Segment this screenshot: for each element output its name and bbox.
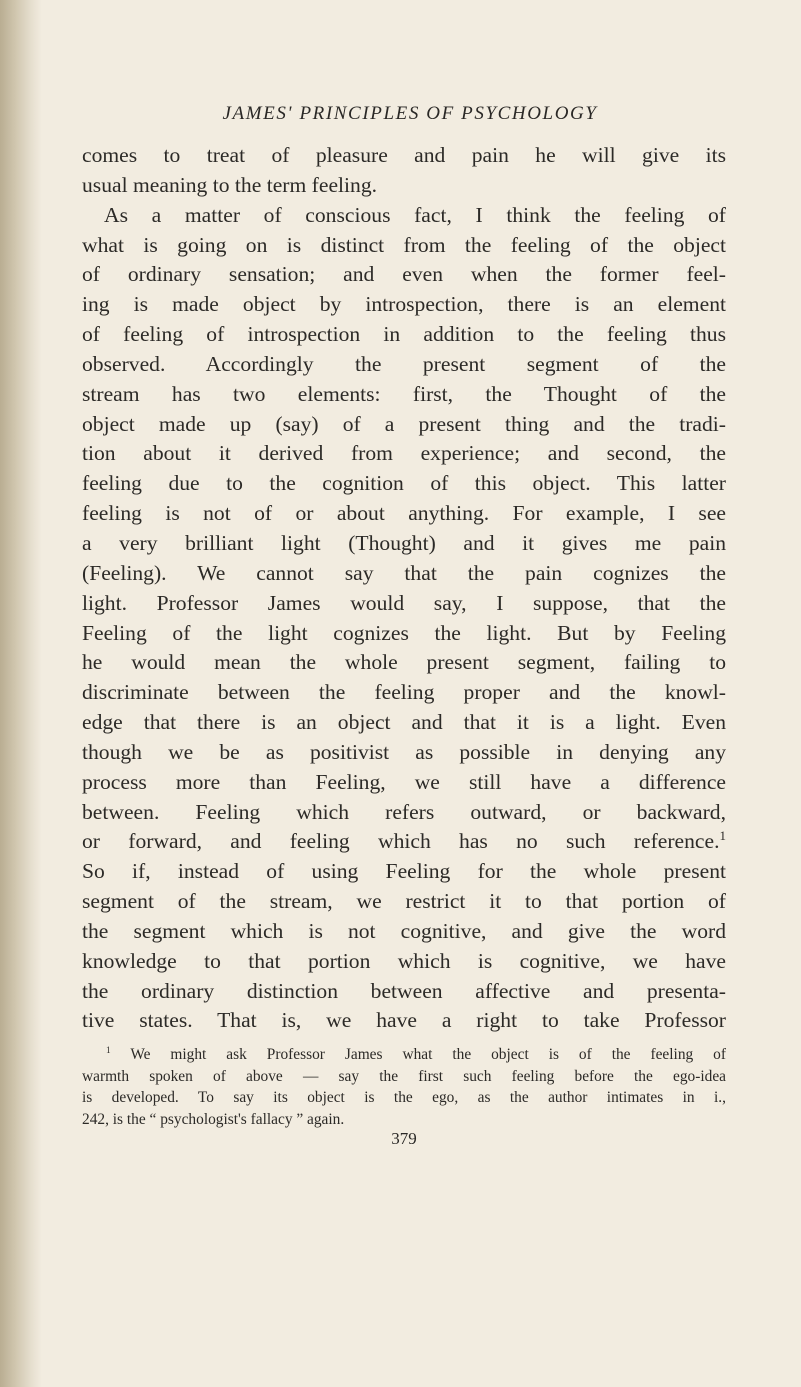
- text-line: ing is made object by introspection, there is an element: [82, 292, 726, 317]
- text-line: feeling is not of or about anything. For example, I see: [82, 501, 726, 526]
- footnote-line: [82, 1044, 726, 1066]
- text-line: segment of the stream, we restrict it to that portion of: [82, 889, 726, 914]
- text-line: of feeling of introspection in addition to the feeling thus: [82, 322, 726, 347]
- footnote-marker: 1: [106, 1044, 111, 1055]
- footnote-block: [82, 1044, 726, 1130]
- text-line: stream has two elements: first, the Thought of the: [82, 381, 726, 406]
- text-line: what is going on is distinct from the feeling of the object: [82, 232, 726, 257]
- text-line: edge that there is an object and that it is a light. Even: [82, 710, 726, 735]
- text-line: a very brilliant light (Thought) and it gives me pain: [82, 530, 726, 555]
- footnote-line: is developed. To say its object is the ego, as the author intimates in i.,: [82, 1089, 726, 1107]
- text-line-with-footnote-ref: [82, 827, 726, 857]
- text-line: the ordinary distinction between affective and presenta-: [82, 978, 726, 1003]
- text-line: discriminate between the feeling proper and the knowl-: [82, 680, 726, 705]
- text-line: light. Professor James would say, I suppose, that the: [82, 590, 726, 615]
- text-line: though we be as positivist as possible in denying any: [82, 739, 726, 764]
- text-line: (Feeling). We cannot say that the pain cognizes the: [82, 560, 726, 585]
- text-line: As a matter of conscious fact, I think the feeling of: [104, 202, 726, 227]
- text-line: Feeling of the light cognizes the light. But by Feeling: [82, 620, 726, 645]
- page-number: 379: [391, 1129, 417, 1148]
- text-line: knowledge to that portion which is cognitive, we have: [82, 948, 726, 973]
- text-line: he would mean the whole present segment, failing to: [82, 650, 726, 675]
- body-text: [82, 141, 726, 1036]
- text-line: the segment which is not cognitive, and give the word: [82, 918, 726, 943]
- text-line: between. Feeling which refers outward, or backward,: [82, 799, 726, 824]
- footnote-reference: 1: [719, 828, 726, 844]
- footnote-line: warmth spoken of above — say the first such feeling before the ego-idea: [82, 1067, 726, 1085]
- text-line: usual meaning to the term feeling.: [82, 172, 378, 197]
- text-line: So if, instead of using Feeling for the whole present: [82, 859, 726, 884]
- running-head: JAMES' PRINCIPLES OF PSYCHOLOGY: [222, 103, 598, 124]
- text-line: object made up (say) of a present thing and the tradi-: [82, 411, 726, 436]
- text-line: feeling due to the cognition of this object. This latter: [82, 471, 726, 496]
- text-line: tion about it derived from experience; and second, the: [82, 441, 726, 466]
- text-line-content: or forward, and feeling which has no such reference.: [82, 829, 720, 854]
- footnote-line-content: We might ask Professor James what the object is of the feeling of: [130, 1046, 726, 1063]
- text-line: observed. Accordingly the present segment of the: [82, 351, 726, 376]
- text-line: of ordinary sensation; and even when the former feel-: [82, 262, 726, 287]
- footnote-line: 242, is the “ psychologist's fallacy ” again.: [82, 1110, 345, 1128]
- text-line: process more than Feeling, we still have a difference: [82, 769, 726, 794]
- text-line: comes to treat of pleasure and pain he will give its: [82, 143, 726, 167]
- text-line: tive states. That is, we have a right to take Professor: [82, 1008, 726, 1033]
